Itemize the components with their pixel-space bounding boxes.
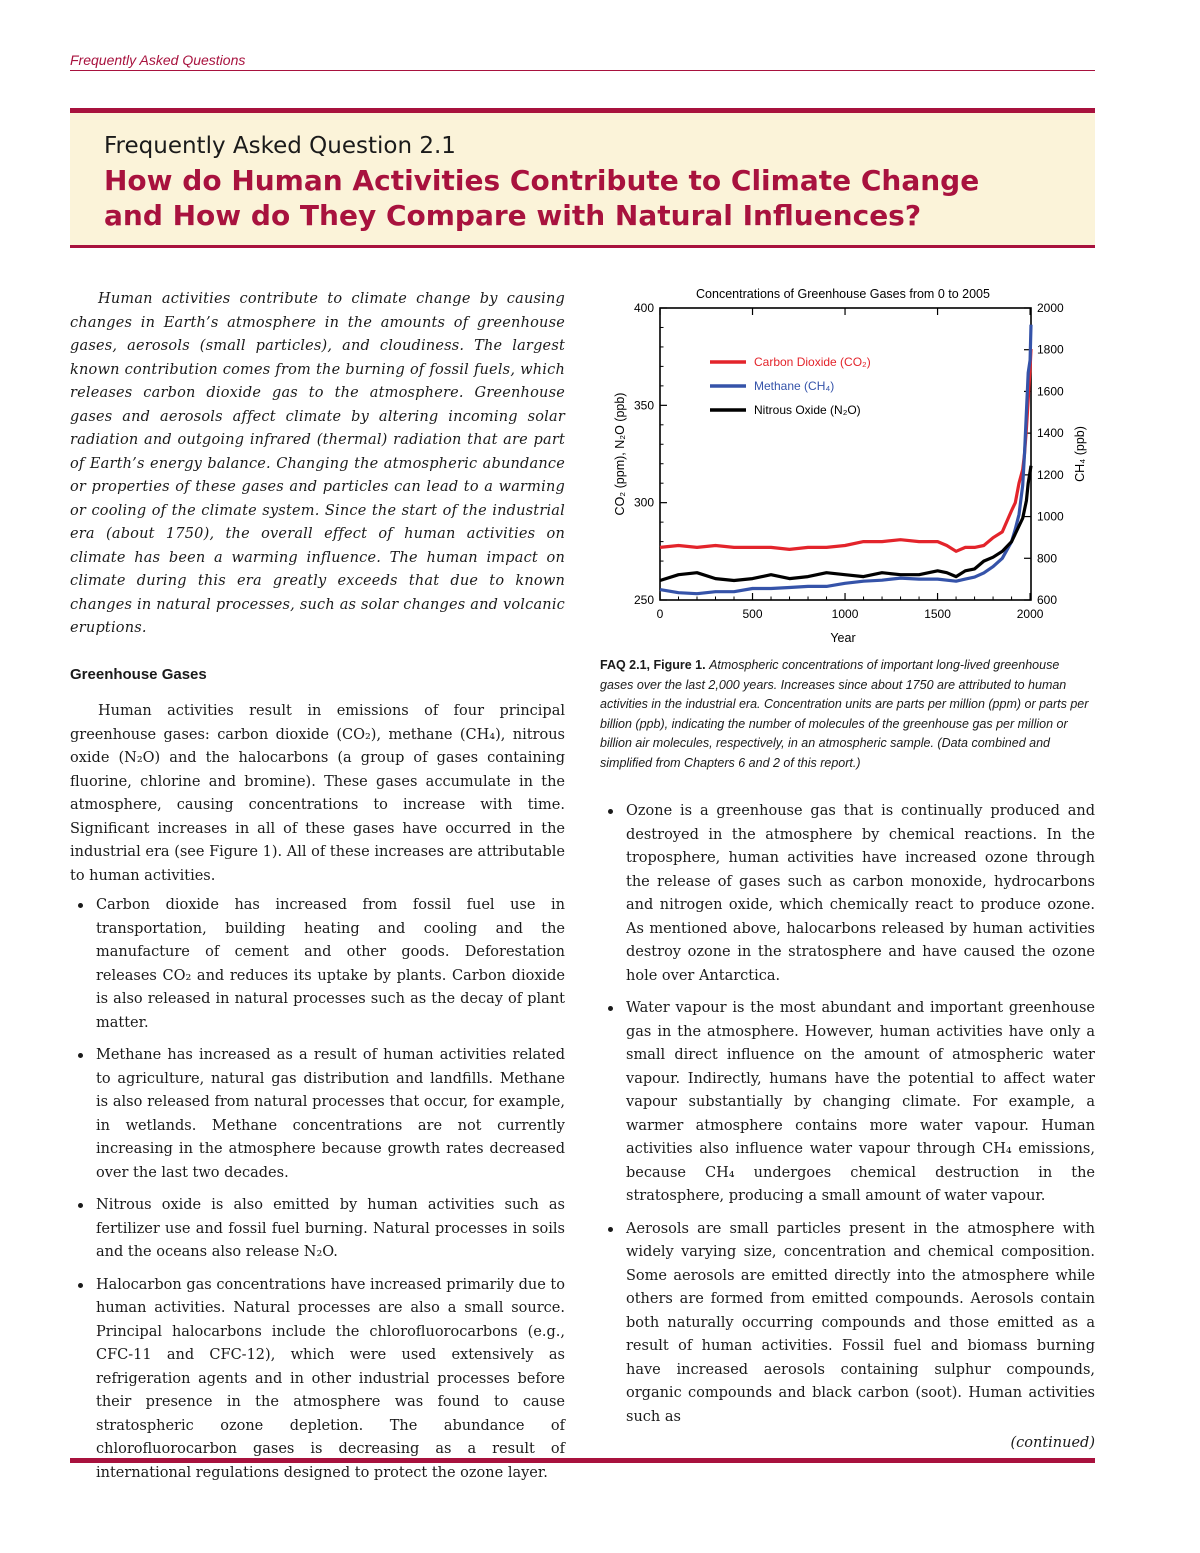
continued-note: (continued) — [1010, 1435, 1095, 1451]
bullet-aerosols: Aerosols are small particles present in the atmosphere with widely varying size, concentration and chemical composition. Some aerosols are emitted directly into the atmosphere while others are formed from emitted compounds. Aerosols contain both naturally occurring compounds and those emitted as a result of human activities. Fossil fuel and biomass burning have increased aerosols containing sulphur compounds, organic compounds and black carbon (soot). Human activities such as — [600, 1218, 1095, 1430]
bullet-list-right — [600, 800, 1095, 1429]
left-column — [70, 288, 565, 1494]
chart-svg — [600, 282, 1100, 652]
greenhouse-gas-chart — [600, 282, 1100, 652]
faq-title-line2: and How do They Compare with Natural Influences? — [104, 199, 922, 232]
y-right-tick-label: 1800 — [1037, 342, 1064, 357]
x-tick-label: 1500 — [924, 607, 951, 621]
faq-label: Frequently Asked Question 2.1 — [104, 133, 456, 159]
section-heading: Greenhouse Gases — [70, 665, 207, 683]
bullet-methane: Methane has increased as a result of human activities related to agriculture, natural gas distribution and landfills. Methane is also released from natural processes that occur, for example, in wetlands. Methane concentrations are not currently increasing in the atmosphere because growth rates decreased over the last two decades. — [70, 1044, 565, 1185]
y-left-tick-label: 300 — [633, 495, 654, 510]
figure-caption — [600, 656, 1092, 773]
y-right-tick-label: 800 — [1037, 551, 1058, 566]
plot-frame — [660, 308, 1031, 600]
legend-label-ch4: Methane (CH₄) — [754, 379, 835, 393]
y-left-axis-label: CO₂ (ppm), N₂O (ppb) — [613, 392, 627, 516]
running-header: Frequently Asked Questions — [70, 52, 246, 68]
legend-label-n2o: Nitrous Oxide (N₂O) — [754, 403, 861, 417]
chart-title: Concentrations of Greenhouse Gases from 0 to 2005 — [696, 287, 990, 301]
y-right-tick-label: 2000 — [1037, 301, 1064, 315]
footer-rule — [70, 1458, 1095, 1463]
bullet-halocarbons: Halocarbon gas concentrations have increased primarily due to human activities. Natural processes are also a small source. Principal halocarbons include the chlorofluorocarbons (e.g., CFC-11 and CFC-12), which were used extensively as refrigeration agents and in other industrial processes before their presence in the atmosphere was found to cause stratospheric ozone depletion. The abundance of chlorofluorocarbon gases is decreasing as a result of international regulations designed to protect the ozone layer. — [70, 1274, 565, 1486]
section-paragraph: Human activities result in emissions of four principal greenhouse gases: carbon dioxide (CO₂), methane (CH₄), nitrous oxide (N₂O) and the halocarbons (a group of gases containing fluorine, chlorine and bromine). These gases accumulate in the atmosphere, causing concentrations to increase with time. Significant increases in all of these gases have occurred in the industrial era (see Figure 1). All of these increases are attributable to human activities. — [70, 703, 565, 884]
legend-label-co2: Carbon Dioxide (CO₂) — [754, 355, 871, 369]
caption-label: FAQ 2.1, Figure 1. — [600, 658, 706, 672]
bullet-carbon-dioxide: Carbon dioxide has increased from fossil fuel use in transportation, building heating and cooling and the manufacture of cement and other goods. Deforestation releases CO₂ and reduces its uptake by plants. Carbon dioxide is also released in natural processes such as the decay of plant matter. — [70, 894, 565, 1035]
x-tick-label: 500 — [742, 607, 763, 621]
x-tick-label: 1000 — [831, 607, 859, 621]
header-rule — [70, 70, 1095, 71]
intro-paragraph: Human activities contribute to climate change by causing changes in Earth’s atmosphere in the amounts of greenhouse gases, aerosols (small particles), and cloudiness. The largest known contribution comes from the burning of fossil fuels, which releases carbon dioxide gas to the atmosphere. Greenhouse gases and aerosols affect climate by altering incoming solar radiation and outgoing infrared (thermal) radiation that are part of Earth’s energy balance. Changing the atmospheric abundance or properties of these gases and particles can lead to a warming or cooling of the climate system. Since the start of the industrial era (about 1750), the overall effect of human activities on climate has been a warming influence. The human impact on climate during this era greatly exceeds that due to known changes in natural processes, such as solar changes and volcanic eruptions. — [70, 291, 565, 636]
y-left-tick-label: 400 — [633, 301, 654, 315]
y-right-tick-label: 1000 — [1037, 509, 1064, 524]
bullet-nitrous-oxide: Nitrous oxide is also emitted by human activities such as fertilizer use and fossil fuel burning. Natural processes in soils and the oceans also release N₂O. — [70, 1194, 565, 1265]
y-left-tick-label: 350 — [633, 398, 654, 413]
right-column — [600, 800, 1095, 1456]
x-axis-label: Year — [830, 631, 856, 645]
caption-text: Atmospheric concentrations of important long-lived greenhouse gases over the last 2,000 years. Increases since about 1750 are attributed to human activities in the industrial era. Concentration units are parts per million (ppm) or parts per billion (ppb), indicating the number of molecules of the greenhouse gas per million or billion air molecules, respectively, in an atmospheric sample. (Data combined and simplified from Chapters 6 and 2 of this report.) — [600, 658, 1089, 770]
y-left-tick-label: 250 — [633, 593, 654, 607]
y-right-axis-label: CH₄ (ppb) — [1073, 426, 1087, 482]
bullet-ozone: Ozone is a greenhouse gas that is continually produced and destroyed in the atmosphere by chemical reactions. In the troposphere, human activities have increased ozone through the release of gases such as carbon monoxide, hydrocarbons and nitrogen oxide, which chemically react to produce ozone. As mentioned above, halocarbons released by human activities destroy ozone in the stratosphere and have caused the ozone hole over Antarctica. — [600, 800, 1095, 988]
y-right-tick-label: 1200 — [1037, 467, 1064, 482]
co2-series-line — [660, 349, 1031, 551]
faq-title-box — [70, 108, 1095, 248]
bullet-water-vapour: Water vapour is the most abundant and important greenhouse gas in the atmosphere. However, human activities have only a small direct influence on the amount of atmospheric water vapour. Indirectly, humans have the potential to affect water vapour substantially by changing climate. For example, a warmer atmosphere contains more water vapour. Human activities also influence water vapour through CH₄ emissions, because CH₄ undergoes chemical destruction in the stratosphere, producing a small amount of water vapour. — [600, 997, 1095, 1209]
bullet-list-left — [70, 894, 565, 1485]
y-right-tick-label: 1400 — [1037, 426, 1064, 441]
x-tick-label: 2000 — [1016, 607, 1044, 621]
y-right-tick-label: 1600 — [1037, 384, 1064, 399]
x-tick-label: 0 — [656, 607, 664, 621]
y-right-tick-label: 600 — [1037, 593, 1058, 607]
chart-legend — [710, 355, 871, 417]
faq-title-line1: How do Human Activities Contribute to Climate Change — [104, 164, 980, 197]
n2o-series-line — [660, 466, 1031, 581]
